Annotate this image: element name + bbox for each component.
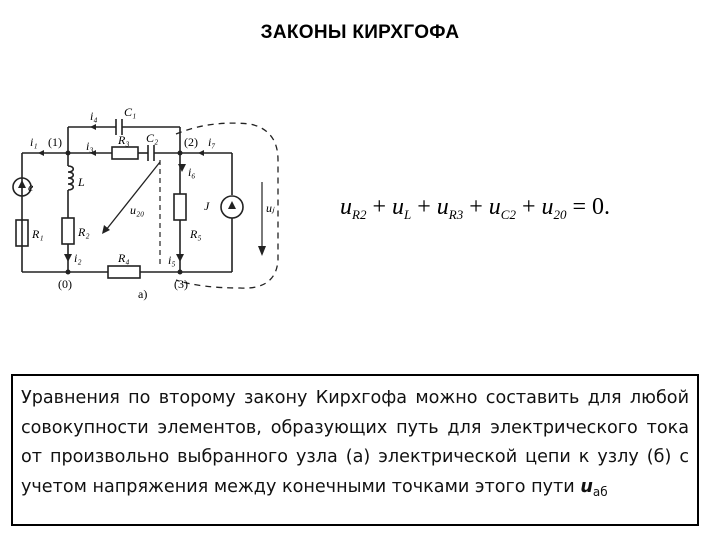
label-i5: i₅ <box>168 253 176 267</box>
label-fig-a: а) <box>138 287 148 301</box>
label-J: J <box>204 199 210 213</box>
label-node3: (3) <box>174 277 188 291</box>
label-u20: u₂₀ <box>130 203 145 217</box>
slide-title: ЗАКОНЫ КИРХГОФА <box>260 22 460 43</box>
label-C2: C₂ <box>146 131 159 145</box>
label-node2: (2) <box>184 135 198 149</box>
label-i2: i₂ <box>74 251 82 265</box>
label-R4: R₄ <box>118 251 130 265</box>
explanation-box <box>11 374 699 526</box>
label-i4: i₄ <box>90 109 98 123</box>
label-i3: i₃ <box>86 139 94 153</box>
label-L: L <box>78 175 85 189</box>
label-i1: i₁ <box>30 135 38 149</box>
kirchhoff-equation: $u_{R2} + u_L + u_{R3} + u_{C2} + u_{20} = 0$. <box>340 194 611 222</box>
label-R1: R₁ <box>32 227 44 241</box>
label-R3: R₃ <box>118 133 130 147</box>
circuit-diagram <box>0 90 300 310</box>
label-C1: C₁ <box>124 105 137 119</box>
label-node1: (1) <box>48 135 62 149</box>
label-R5: R₅ <box>190 227 202 241</box>
explanation-text: Уравнения по второму закону Кирхгофа можно составить для любой совокупности элементов, образующих путь для электрического тока от произвольно выбранного узла (а) электрической цепи к узлу (б) с учетом напряжения между конечными точками этого пути $u_{аб}$ <box>21 388 689 499</box>
label-e: e <box>28 180 34 194</box>
label-i6-top: i₆ <box>188 165 196 179</box>
label-R2: R₂ <box>78 225 90 239</box>
label-i7: i₇ <box>208 135 216 149</box>
label-node0: (0) <box>58 277 72 291</box>
label-uJ: uⱼ <box>266 201 275 215</box>
